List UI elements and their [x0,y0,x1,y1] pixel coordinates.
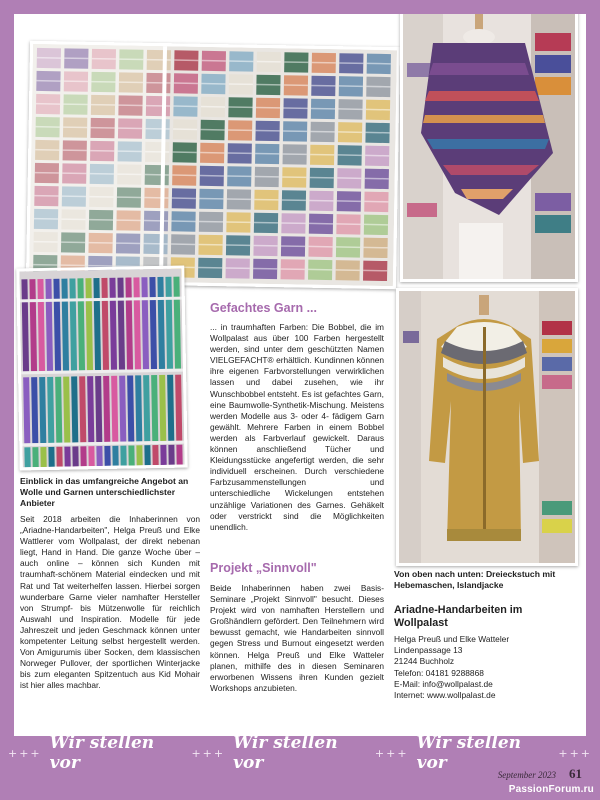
banner-dots: +++ [191,746,226,760]
yarn-shelves-photo [26,41,400,289]
banner-dots: +++ [558,746,593,760]
section-heading-gefachtes-garn: Gefachtes Garn ... [210,301,317,315]
contact-phone: Telefon: 04181 9288868 [394,667,484,678]
section-body-gefachtes-garn: ... in traumhaften Farben: Die Bobbel, die im Wollpalast aus über 100 Farben hergestellt werden, sind unter dem geschützten Namen VIELGEFACHT® erhältlich. Kundinnen können ihre eigenen Farbvorstellungen verwirklichen lassen und dabei zusehen, wie ihr Wunschbobbel entsteht. Es ist gefachtes Garn, eine Baumwolle-Synthetik-Mischung. Meistens werden Modelle aus 3- oder 4- fädigem Garn gewählt. Mehrere Farben in einem Bobbel werden als Farbverlauf gewickelt. Daraus können anschließend Tücher und Kleidungsstücke angefertigt werden, die sehr individuell erscheinen. Durch verschiedene Farbzusammenstellungen und unterschiedliche Wickelungen entstehen unzählige Variationen des Garnes. Gehäkelt oder verstrickt sind die Möglichkeiten unendlich. [210,322,384,532]
banner [0,733,600,773]
magazine-page [14,14,586,736]
contact-street: Lindenpassage 13 [394,645,463,656]
embroidery-thread-photo [16,266,187,471]
banner-slogan: Wir stellen vor [233,733,338,773]
intro-paragraph: Seit 2018 arbeiten die Inhaberinnen von „Ariadne-Handarbeiten", Helga Preuß und Elke Wattlerer vom Wollpalast, der direkt nebenan liegt, Hand in Hand. Die ganze Woche über – auch online – können sich Kunden mit traumhaft-schönem Material eindecken und mit Rat und Tat weiterhelfen lassen. Hierbei sorgen wunderbare Garne vieler namhafter Hersteller von Strumpf- bis Mützenwolle für reichlich Auswahl und Inspiration. Modelle für jede Jahreszeit und jeden Geschmack können unter kompetenter Leitung selbst hergestellt werden. Von Amigurumis über Socken, dem klassischen Norweger Pullover, der sportlichen Winterjacke bis zum eleganten Spitzentuch aus Kid Mohair ist hier alles machbar. [20,514,200,691]
shawl-photo [400,14,578,282]
section-heading-projekt-sinnvoll: Projekt „Sinnvoll" [210,561,317,575]
banner-slogan: Wir stellen vor [416,733,522,773]
contact-email: E-Mail: info@wollpalast.de [394,678,493,689]
page-number: 61 [569,766,582,781]
banner-slogan: Wir stellen vor [49,733,155,773]
contact-city: 21244 Buchholz [394,656,455,667]
garments-caption: Von oben nach unten: Dreieckstuch mit Hebemaschen, Islandjacke [394,569,556,590]
contact-names: Helga Preuß und Elke Watteler [394,634,510,644]
contact-title: Ariadne-Handarbeiten im Wollpalast [394,604,523,629]
shop-caption: Einblick in das umfangreiche Angebot an Wolle und Garnen unterschiedlichster Anbieter [20,476,189,508]
watermark-text: PassionForum.ru [508,784,594,795]
issue-date: September 2023 [497,770,556,780]
banner-dots: +++ [8,746,42,760]
banner-dots: +++ [374,746,409,760]
contact-box [394,604,586,701]
contact-website: Internet: www.wollpalast.de [394,690,496,701]
cardigan-photo [396,288,578,566]
section-body-projekt-sinnvoll: Beide Inhaberinnen haben zwei Basis-Seminare „Projekt Sinnvoll" besucht. Dieses Projekt wird von namhaften Herstellern und Großhändlern gefördert. Den Teilnehmern wird bewusst gemacht, wie Handarbeiten sinnvoll gegen Stress und Burnout eingesetzt werden können. Helga Preuß und Elke Watteler planen, mithilfe des in diesen Seminaren erworbenen Wissens ihren Kunden gezielt Workshops anzubieten. [210,583,384,693]
